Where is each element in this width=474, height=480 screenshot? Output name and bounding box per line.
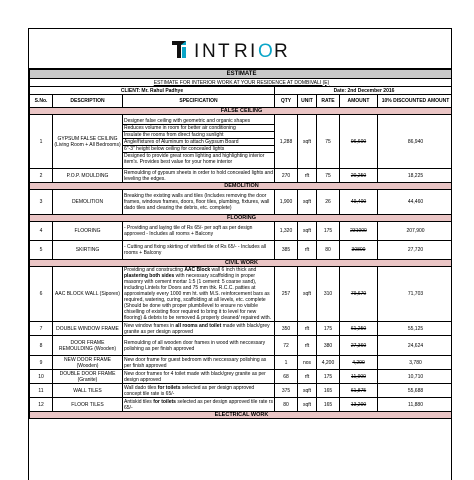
row-sno: 10 bbox=[30, 370, 53, 384]
section-row bbox=[30, 183, 453, 190]
row-rate: 4,200 bbox=[317, 356, 340, 370]
row-specification: New door frames for 4 toilet made with black/grey granite as per design approved bbox=[123, 370, 275, 384]
row-specification bbox=[123, 115, 275, 169]
spec-text: made with black/grey granite as per design approved bbox=[124, 322, 270, 335]
row-rate: 75 bbox=[317, 115, 340, 169]
table-row bbox=[30, 322, 453, 336]
header-sno: S.No. bbox=[30, 95, 53, 108]
table-row bbox=[30, 398, 453, 412]
row-rate: 175 bbox=[317, 370, 340, 384]
spec-line: Angle/fixtures of Aluminum to attach Gypsum Board bbox=[123, 139, 274, 146]
row-description: GYPSUM FALSE CEILING (Living Room + All Bedrooms) bbox=[53, 115, 123, 169]
row-sno: 3 bbox=[30, 190, 53, 215]
table-row bbox=[30, 370, 453, 384]
spec-text: selected as per design approved tile rate rs 65/- bbox=[124, 398, 273, 411]
section-row bbox=[30, 215, 453, 222]
estimate-sheet bbox=[28, 28, 452, 480]
header-unit: UNIT bbox=[298, 95, 317, 108]
row-unit: sqft bbox=[298, 222, 317, 241]
row-amount: 20,250 bbox=[340, 169, 378, 183]
row-unit: sqft bbox=[298, 115, 317, 169]
row-qty: 80 bbox=[275, 398, 298, 412]
row-rate: 26 bbox=[317, 190, 340, 215]
row-unit: rft bbox=[298, 336, 317, 356]
section-row bbox=[30, 412, 453, 419]
row-amount: 11,900 bbox=[340, 370, 378, 384]
row-specification bbox=[123, 384, 275, 398]
row-qty: 385 bbox=[275, 241, 298, 260]
header-rate: RATE bbox=[317, 95, 340, 108]
row-amount: 13,200 bbox=[340, 398, 378, 412]
section-demolition: DEMOLITION bbox=[30, 183, 453, 190]
logo-letter: T bbox=[218, 40, 230, 60]
row-discounted: 10,710 bbox=[378, 370, 453, 384]
row-amount: 49,400 bbox=[340, 190, 378, 215]
spec-line: 6"-3" height below ceiling for concealed lights bbox=[123, 146, 274, 153]
section-next: ELECTRICAL WORK bbox=[30, 412, 453, 419]
row-amount: 61,250 bbox=[340, 322, 378, 336]
intrior-logo-icon bbox=[170, 38, 310, 60]
header-description: DESCRIPTION bbox=[53, 95, 123, 108]
table-row bbox=[30, 267, 453, 322]
client-name: CLIENT: Mr. Rahul Padhye bbox=[30, 87, 275, 95]
row-unit: rft bbox=[298, 241, 317, 260]
row-amount: 96,600 bbox=[340, 115, 378, 169]
spec-emphasis: all rooms and toilet bbox=[175, 322, 222, 329]
row-qty: 1,288 bbox=[275, 115, 298, 169]
header-amount: AMOUNT bbox=[340, 95, 378, 108]
row-qty: 375 bbox=[275, 384, 298, 398]
spec-line: Designed to provide great room lighting and highlighting interior item's. Provides best value for your home interior bbox=[124, 153, 265, 165]
row-sno: 12 bbox=[30, 398, 53, 412]
logo-letter: I bbox=[194, 40, 200, 60]
row-description: AAC BLOCK WALL (Siporex) bbox=[53, 267, 123, 322]
spec-text: wall 6 inch thick and bbox=[210, 267, 257, 273]
spec-line: Designer false ceiling with geometric and organic shapes bbox=[123, 118, 274, 125]
row-description: P.O.P. MOULDING bbox=[53, 169, 123, 183]
logo-letter: I bbox=[250, 40, 256, 60]
row-qty: 68 bbox=[275, 370, 298, 384]
row-unit: rft bbox=[298, 370, 317, 384]
row-rate: 75 bbox=[317, 169, 340, 183]
spec-text: Antiskid tiles bbox=[124, 398, 154, 405]
row-unit: rft bbox=[298, 169, 317, 183]
row-qty: 72 bbox=[275, 336, 298, 356]
row-specification: Remoulding of gypsum sheets in order to hold concealed lights and leveling the edges. bbox=[124, 169, 273, 182]
row-unit: sqft bbox=[298, 398, 317, 412]
row-qty: 1,900 bbox=[275, 190, 298, 215]
row-specification: - Providing and laying tile of Rs 65/- per sqft as per design approved - Includes all rooms + Balcony bbox=[123, 222, 275, 241]
row-sno: 5 bbox=[30, 241, 53, 260]
row-sno: 2 bbox=[30, 169, 53, 183]
row-discounted: 3,780 bbox=[378, 356, 453, 370]
header-discounted: 10% DISCOUNTED AMOUNT bbox=[378, 95, 453, 108]
row-discounted: 27,720 bbox=[378, 241, 453, 260]
row-sno: 1 bbox=[30, 115, 53, 169]
row-description: DOUBLE DOOR FRAME (Granite) bbox=[53, 370, 123, 384]
row-amount: 79,670 bbox=[340, 267, 378, 322]
row-description: DEMOLITION bbox=[53, 190, 123, 215]
row-rate: 310 bbox=[317, 267, 340, 322]
table-row bbox=[30, 190, 453, 215]
section-civil-work: CIVIL WORK bbox=[30, 260, 453, 267]
spec-line: Reduces volume in room for better air conditioning bbox=[123, 125, 274, 132]
brand-logo bbox=[29, 29, 451, 69]
row-description: FLOOR TILES bbox=[53, 398, 123, 412]
row-discounted: 11,880 bbox=[378, 398, 453, 412]
row-sno: 11 bbox=[30, 384, 53, 398]
row-qty: 270 bbox=[275, 169, 298, 183]
spec-emphasis: AAC Block bbox=[184, 267, 211, 273]
row-description: SKIRTING bbox=[53, 241, 123, 260]
row-specification bbox=[123, 267, 275, 322]
spec-text: with necessary scaffolding in proper masonry with cement mortar 1:5 (1 cement: 5 coarse sand), including Lintels for Doors and 75 mm thk. R.C.C. patties at approximately every 1000 mm ht. with M.S. reinforcement bars as required, watering, curing, scaffolding at all levels, etc. complete (Should be done with proper plumb/level to ensure no visible chiselling of existing floor required to bring it to level for new flooring) & debris to be removed & properly cleaned/ repaired with. bbox=[124, 273, 272, 321]
table-row bbox=[30, 222, 453, 241]
section-row bbox=[30, 260, 453, 267]
row-specification: Breaking the existing walls and tiles (Includes removing the door frames, windows frames, doors, floor tiles, plumbing, fixtures, wall dado tiles and clearing the debris, etc. complete) bbox=[123, 190, 275, 215]
spec-text: selected as per design approved concept tile rate is 65/- bbox=[124, 384, 255, 397]
estimate-table bbox=[29, 69, 452, 419]
estimate-title: ESTIMATE bbox=[30, 70, 453, 79]
row-specification: Remoulding of all wooden door frames in wood with neccessary polishing as per finish approved bbox=[123, 336, 275, 356]
row-amount: 27,360 bbox=[340, 336, 378, 356]
row-sno: 9 bbox=[30, 356, 53, 370]
estimate-subtitle bbox=[30, 79, 453, 87]
row-description: WALL TILES bbox=[53, 384, 123, 398]
row-qty: 1 bbox=[275, 356, 298, 370]
row-description: DOUBLE WINDOW FRAME bbox=[53, 322, 123, 336]
logo-letter: N bbox=[202, 40, 216, 60]
spec-text: Providing and constructing bbox=[124, 267, 185, 273]
row-amount: 231000 bbox=[340, 222, 378, 241]
row-description: FLOORING bbox=[53, 222, 123, 241]
row-discounted: 24,624 bbox=[378, 336, 453, 356]
logo-letter: R bbox=[234, 40, 248, 60]
row-specification bbox=[123, 322, 275, 336]
spec-text: Wall dado tiles bbox=[124, 384, 158, 391]
table-row bbox=[30, 115, 453, 169]
section-flooring: FLOORING bbox=[30, 215, 453, 222]
spec-text: New window frames in bbox=[124, 322, 176, 329]
section-row bbox=[30, 108, 453, 115]
spec-line: Insulate the rooms from direct facing sunlight bbox=[123, 132, 274, 139]
table-row bbox=[30, 336, 453, 356]
row-sno: 6 bbox=[30, 267, 53, 322]
row-amount: 61,875 bbox=[340, 384, 378, 398]
row-rate: 175 bbox=[317, 222, 340, 241]
row-discounted: 71,703 bbox=[378, 267, 453, 322]
logo-letter: R bbox=[274, 40, 288, 60]
estimate-date: Date: 2nd December 2016 bbox=[275, 87, 453, 95]
row-unit: sqft bbox=[298, 384, 317, 398]
row-discounted: 44,460 bbox=[378, 190, 453, 215]
subtitle-row bbox=[30, 79, 453, 87]
row-sno: 7 bbox=[30, 322, 53, 336]
row-description: NEW DOOR FRAME (Wooden) bbox=[53, 356, 123, 370]
table-row bbox=[30, 169, 453, 183]
section-false-ceiling: FALSE CEILING bbox=[30, 108, 453, 115]
client-row bbox=[30, 87, 453, 95]
row-discounted: 86,940 bbox=[378, 115, 453, 169]
row-qty: 350 bbox=[275, 322, 298, 336]
row-rate: 165 bbox=[317, 398, 340, 412]
row-rate: 80 bbox=[317, 241, 340, 260]
spec-emphasis: for toilets bbox=[153, 398, 176, 405]
header-specification: SPECIFICATION bbox=[123, 95, 275, 108]
table-row bbox=[30, 384, 453, 398]
subtitle-text: ESTIMATE FOR INTERIOR WORK AT YOUR RESIDENCE AT DOMBIVALI (E) bbox=[153, 79, 330, 86]
row-amount: 30800 bbox=[340, 241, 378, 260]
row-discounted: 55,125 bbox=[378, 322, 453, 336]
estimate-title-row bbox=[30, 70, 453, 79]
table-row bbox=[30, 241, 453, 260]
row-specification: - Cutting and fixing skirting of vitrified tile of Rs 65/- - Includes all rooms + Balcony bbox=[123, 241, 275, 260]
row-unit: sqft bbox=[298, 267, 317, 322]
logo-letter: O bbox=[258, 40, 273, 60]
row-qty: 257 bbox=[275, 267, 298, 322]
row-rate: 380 bbox=[317, 336, 340, 356]
row-sno: 4 bbox=[30, 222, 53, 241]
row-amount: 4,200 bbox=[340, 356, 378, 370]
row-qty: 1,320 bbox=[275, 222, 298, 241]
row-discounted: 18,225 bbox=[378, 169, 453, 183]
row-discounted: 207,900 bbox=[378, 222, 453, 241]
row-specification: New door frame for guest bedroom with neccessary polishing as per finish approved bbox=[123, 356, 275, 370]
spec-emphasis: for toilets bbox=[157, 384, 181, 391]
row-unit: rft bbox=[298, 322, 317, 336]
row-description: DOOR FRAME REMOULDING (Wooden) bbox=[53, 336, 123, 356]
table-header-row bbox=[30, 95, 453, 108]
row-unit: sqft bbox=[298, 190, 317, 215]
row-sno: 8 bbox=[30, 336, 53, 356]
table-row bbox=[30, 356, 453, 370]
row-rate: 165 bbox=[317, 384, 340, 398]
row-rate: 175 bbox=[317, 322, 340, 336]
spec-emphasis: plastering both sides bbox=[124, 273, 175, 279]
row-specification bbox=[123, 398, 275, 412]
row-unit: nos bbox=[298, 356, 317, 370]
header-qty: QTY bbox=[275, 95, 298, 108]
row-discounted: 55,688 bbox=[378, 384, 453, 398]
